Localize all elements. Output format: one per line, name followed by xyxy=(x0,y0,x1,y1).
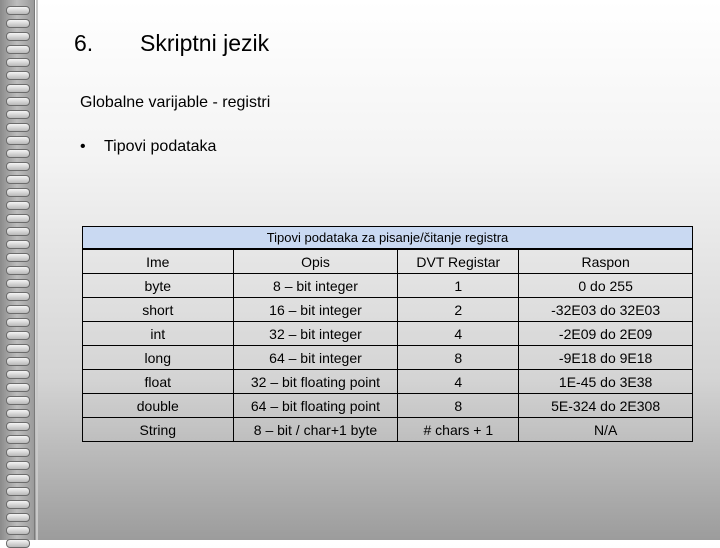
table-cell: # chars + 1 xyxy=(398,418,519,442)
table-row xyxy=(83,322,693,346)
table-row xyxy=(83,346,693,370)
binding-ring-icon xyxy=(6,279,30,288)
binding-ring-icon xyxy=(6,500,30,509)
binding-ring-icon xyxy=(6,474,30,483)
binding-ring-icon xyxy=(6,305,30,314)
table-row xyxy=(83,370,693,394)
binding-ring-icon xyxy=(6,513,30,522)
table-cell: 0 do 255 xyxy=(519,274,693,298)
binding-ring-icon xyxy=(6,97,30,106)
slide-title: Skriptni jezik xyxy=(140,30,270,56)
table-cell: 4 xyxy=(398,322,519,346)
binding-divider xyxy=(36,0,38,540)
table-cell: double xyxy=(83,394,234,418)
binding-ring-icon xyxy=(6,149,30,158)
binding-ring-icon xyxy=(6,318,30,327)
table-cell: 1E-45 do 3E38 xyxy=(519,370,693,394)
table-row xyxy=(83,394,693,418)
binding-ring-icon xyxy=(6,175,30,184)
table-cell: 32 – bit integer xyxy=(233,322,398,346)
header-cell: DVT Registar xyxy=(398,249,519,274)
binding-ring-icon xyxy=(6,110,30,119)
table-cell: float xyxy=(83,370,234,394)
table-cell: 64 – bit floating point xyxy=(233,394,398,418)
binding-ring-icon xyxy=(6,123,30,132)
binding-ring-icon xyxy=(6,539,30,548)
binding-ring-icon xyxy=(6,188,30,197)
table-cell: 8 xyxy=(398,394,519,418)
binding-ring-icon xyxy=(6,331,30,340)
binding-ring-icon xyxy=(6,162,30,171)
table-cell: String xyxy=(83,418,234,442)
table-cell: byte xyxy=(83,274,234,298)
bullet-icon: • xyxy=(80,138,86,155)
table-cell: -9E18 do 9E18 xyxy=(519,346,693,370)
binding-ring-icon xyxy=(6,84,30,93)
binding-ring-icon xyxy=(6,32,30,41)
binding-ring-icon xyxy=(6,253,30,262)
table-cell: 2 xyxy=(398,298,519,322)
binding-ring-icon xyxy=(6,136,30,145)
table-cell: long xyxy=(83,346,234,370)
data-types-table xyxy=(82,226,693,442)
slide-subtitle: Globalne varijable - registri xyxy=(80,94,271,111)
table-cell: -32E03 do 32E03 xyxy=(519,298,693,322)
binding-ring-icon xyxy=(6,487,30,496)
table-row xyxy=(83,418,693,442)
table-cell: N/A xyxy=(519,418,693,442)
header-cell: Opis xyxy=(233,249,398,274)
table-row xyxy=(83,298,693,322)
table-cell: 32 – bit floating point xyxy=(233,370,398,394)
table-cell: -2E09 do 2E09 xyxy=(519,322,693,346)
table-cell: 5E-324 do 2E308 xyxy=(519,394,693,418)
binding-ring-icon xyxy=(6,370,30,379)
binding-ring-icon xyxy=(6,266,30,275)
binding-ring-icon xyxy=(6,357,30,366)
binding-ring-icon xyxy=(6,214,30,223)
slide-number: 6. xyxy=(74,30,94,56)
binding-ring-icon xyxy=(6,383,30,392)
table-row xyxy=(83,274,693,298)
table-cell: int xyxy=(83,322,234,346)
binding-ring-icon xyxy=(6,396,30,405)
binding-ring-icon xyxy=(6,448,30,457)
binding-ring-icon xyxy=(6,45,30,54)
binding-ring-icon xyxy=(6,435,30,444)
header-cell: Ime xyxy=(83,249,234,274)
spiral-binding xyxy=(0,0,35,540)
bullet-text: Tipovi podataka xyxy=(104,138,217,155)
bullet-item xyxy=(80,138,216,156)
table-cell: 1 xyxy=(398,274,519,298)
binding-ring-icon xyxy=(6,240,30,249)
table-cell: 64 – bit integer xyxy=(233,346,398,370)
table-cell: 8 xyxy=(398,346,519,370)
binding-ring-icon xyxy=(6,344,30,353)
table-cell: 8 – bit / char+1 byte xyxy=(233,418,398,442)
header-cell: Raspon xyxy=(519,249,693,274)
binding-ring-icon xyxy=(6,58,30,67)
table-caption-row xyxy=(83,227,693,250)
table-header-row xyxy=(83,249,693,274)
table-caption: Tipovi podataka za pisanje/čitanje registra xyxy=(83,227,693,250)
table-cell: 4 xyxy=(398,370,519,394)
binding-ring-icon xyxy=(6,422,30,431)
binding-ring-icon xyxy=(6,6,30,15)
binding-ring-icon xyxy=(6,71,30,80)
binding-ring-icon xyxy=(6,461,30,470)
binding-ring-icon xyxy=(6,201,30,210)
binding-ring-icon xyxy=(6,409,30,418)
binding-ring-icon xyxy=(6,19,30,28)
binding-ring-icon xyxy=(6,526,30,535)
table-cell: short xyxy=(83,298,234,322)
table-cell: 16 – bit integer xyxy=(233,298,398,322)
table-cell: 8 – bit integer xyxy=(233,274,398,298)
binding-ring-icon xyxy=(6,292,30,301)
binding-ring-icon xyxy=(6,227,30,236)
